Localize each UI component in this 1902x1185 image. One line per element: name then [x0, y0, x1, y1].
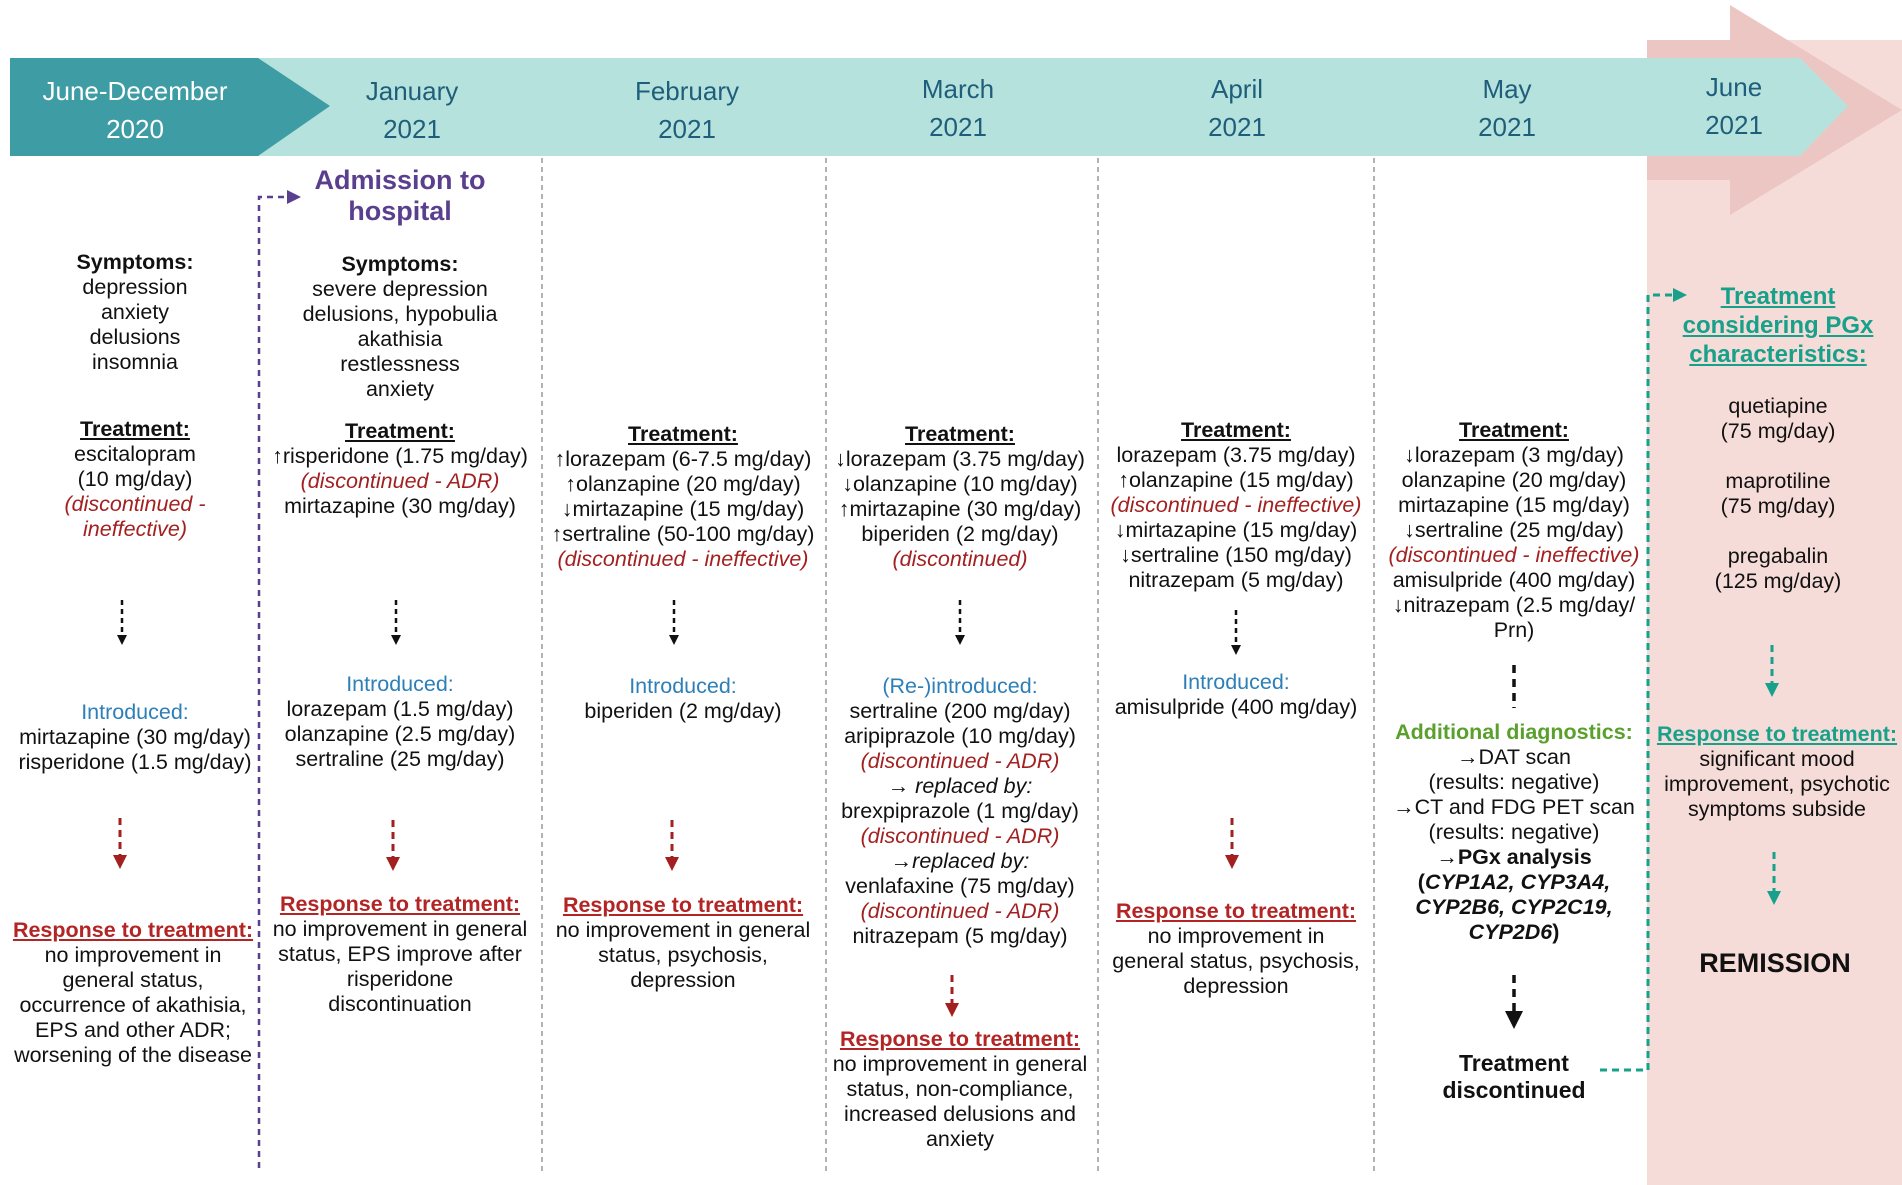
- treatment-item: ↓lorazepam (3 mg/day): [1404, 443, 1624, 467]
- period-header: [1634, 68, 1834, 144]
- replaced-note: →replaced by:: [890, 849, 1030, 873]
- response-label: Response to treatment:: [562, 893, 804, 917]
- pgx-treatment-title: [1660, 282, 1896, 369]
- discontinued-note: (discontinued - ADR): [300, 469, 500, 493]
- column-feb-2021-top: [542, 422, 824, 572]
- response-label: Response to treatment:: [12, 918, 254, 942]
- treatment-discontinued-label: [1404, 1050, 1624, 1104]
- treatment-item: amisulpride (400 mg/day): [1392, 568, 1636, 592]
- column-jun-dec-2020-introduced: [4, 700, 266, 775]
- introduced-label: Introduced:: [346, 672, 454, 696]
- treatment-label: Treatment:: [905, 422, 1015, 446]
- response-text: no improvement in general: [832, 1052, 1088, 1076]
- pgx-drug-list: [1660, 394, 1896, 594]
- column-jun-dec-2020-top: [4, 250, 266, 542]
- treatment-item: biperiden (2 mg/day): [861, 522, 1059, 546]
- introduced-item: aripiprazole (10 mg/day): [844, 724, 1076, 748]
- treatment-item: nitrazepam (5 mg/day): [1128, 568, 1344, 592]
- admission-line: Admission to: [314, 165, 486, 195]
- response-text: general status,: [62, 968, 204, 992]
- diagnostic-item: →CT and FDG PET scan: [1393, 795, 1635, 819]
- symptom-item: insomnia: [91, 350, 179, 374]
- treatment-item: ↓nitrazepam (2.5 mg/day/: [1392, 593, 1636, 617]
- drug-dose: (75 mg/day): [1720, 419, 1836, 443]
- response-text: anxiety: [925, 1127, 995, 1151]
- symptom-item: anxiety: [100, 300, 170, 324]
- response-text: improvement, psychotic: [1664, 772, 1890, 796]
- discontinued-note: (discontinued - ineffective): [557, 547, 809, 571]
- response-text: significant mood: [1699, 747, 1855, 771]
- response-text: no improvement in general: [555, 918, 811, 942]
- period-label: May: [1482, 74, 1532, 104]
- response-text: status, non-compliance,: [846, 1077, 1074, 1101]
- treatment-item: ↑olanzapine (20 mg/day): [565, 472, 801, 496]
- drug-name: quetiapine: [1728, 394, 1828, 418]
- paren-open: (: [1417, 870, 1425, 894]
- response-label: Response to treatment:: [279, 892, 521, 916]
- discontinued-note: (discontinued - ineffective): [1110, 493, 1362, 517]
- period-header: [312, 72, 512, 148]
- column-jun-dec-2020-response: [2, 918, 264, 1068]
- treatment-item: mirtazapine (30 mg/day): [284, 494, 516, 518]
- introduced-item: venlafaxine (75 mg/day): [845, 874, 1075, 898]
- admission-line: hospital: [348, 196, 452, 226]
- introduced-item: lorazepam (1.5 mg/day): [286, 697, 514, 721]
- period-year: 2021: [658, 114, 716, 144]
- introduced-item: sertraline (25 mg/day): [295, 747, 505, 771]
- discontinued-note: (discontinued - ADR): [860, 749, 1060, 773]
- discontinued-note: (discontinued - ADR): [860, 824, 1060, 848]
- treatment-item: ↓lorazepam (3.75 mg/day): [835, 447, 1085, 471]
- pgx-title-line: Treatment: [1720, 283, 1836, 310]
- response-text: occurrence of akathisia,: [19, 993, 247, 1017]
- column-apr-2021-introduced: [1098, 670, 1374, 720]
- final-line: discontinued: [1442, 1077, 1586, 1103]
- period-header: [587, 72, 787, 148]
- response-text: depression: [630, 968, 736, 992]
- response-label: Response to treatment:: [839, 1027, 1081, 1051]
- remission-label: REMISSION: [1699, 948, 1851, 978]
- period-year: 2021: [1208, 112, 1266, 142]
- response-text: general status, psychosis,: [1112, 949, 1360, 973]
- treatment-item: ↑risperidone (1.75 mg/day): [272, 444, 528, 468]
- period-year: 2021: [1478, 112, 1536, 142]
- drug-name: pregabalin: [1727, 544, 1829, 568]
- admission-title: [300, 165, 500, 227]
- treatment-item: ↓mirtazapine (15 mg/day): [561, 497, 805, 521]
- symptoms-label: Symptoms:: [341, 252, 459, 276]
- introduced-item: amisulpride (400 mg/day): [1114, 695, 1358, 719]
- column-jan-2021-top: [262, 252, 538, 519]
- drug-name: maprotiline: [1725, 469, 1831, 493]
- introduced-item: sertraline (200 mg/day): [849, 699, 1071, 723]
- drug-dose: (75 mg/day): [1720, 494, 1836, 518]
- treatment-label: Treatment:: [80, 417, 190, 441]
- treatment-item: olanzapine (20 mg/day): [1401, 468, 1627, 492]
- treatment-item: Prn): [1493, 618, 1535, 642]
- column-may-2021-top: [1374, 418, 1654, 643]
- treatment-label: Treatment:: [628, 422, 738, 446]
- response-label: Response to treatment:: [1115, 899, 1357, 923]
- pgx-title-line: considering PGx: [1682, 312, 1874, 339]
- response-text: status, EPS improve after: [278, 942, 522, 966]
- response-text: worsening of the disease: [14, 1043, 252, 1067]
- response-text: discontinuation: [328, 992, 472, 1016]
- pgx-genes: CYP1A2, CYP3A4,: [1424, 870, 1611, 894]
- pgx-response: [1654, 722, 1900, 822]
- discontinued-note: (discontinued -: [64, 492, 206, 516]
- introduced-item: brexpiprazole (1 mg/day): [841, 799, 1079, 823]
- period-header: [858, 70, 1058, 146]
- diagnostic-item: →DAT scan: [1457, 745, 1571, 769]
- introduced-item: olanzapine (2.5 mg/day): [284, 722, 516, 746]
- symptom-item: depression: [82, 275, 188, 299]
- treatment-dose: (10 mg/day): [77, 467, 193, 491]
- final-line: Treatment: [1459, 1050, 1569, 1076]
- response-text: risperidone: [346, 967, 454, 991]
- discontinued-note: (discontinued - ineffective): [1388, 543, 1640, 567]
- column-feb-2021-introduced: [542, 674, 824, 724]
- period-label: February: [634, 76, 740, 106]
- treatment-item: ↑lorazepam (6-7.5 mg/day): [554, 447, 812, 471]
- diagnostic-result: (results: negative): [1428, 770, 1600, 794]
- symptom-item: anxiety: [365, 377, 435, 401]
- period-label: March: [921, 74, 995, 104]
- treatment-item: ↑mirtazapine (30 mg/day): [838, 497, 1082, 521]
- column-feb-2021-response: [542, 893, 824, 993]
- treatment-item: mirtazapine (15 mg/day): [1398, 493, 1630, 517]
- diagnostic-item: →PGx analysis: [1436, 845, 1592, 869]
- column-mar-2021-top: [822, 422, 1098, 572]
- period-header: [10, 72, 260, 148]
- period-label: January: [365, 76, 459, 106]
- discontinued-note: (discontinued - ADR): [860, 899, 1060, 923]
- treatment-item: ↑olanzapine (15 mg/day): [1118, 468, 1354, 492]
- discontinued-note: ineffective): [83, 517, 187, 541]
- pgx-genes: CYP2B6, CYP2C19,: [1415, 895, 1613, 919]
- treatment-item: ↑sertraline (50-100 mg/day): [551, 522, 815, 546]
- symptom-item: restlessness: [340, 352, 460, 376]
- treatment-label: Treatment:: [1181, 418, 1291, 442]
- introduced-label: (Re-)introduced:: [882, 674, 1038, 698]
- period-year: 2021: [383, 114, 441, 144]
- treatment-item: ↓mirtazapine (15 mg/day): [1114, 518, 1358, 542]
- period-label: June: [1705, 72, 1763, 102]
- pgx-genes-line: [1374, 920, 1654, 945]
- introduced-label: Introduced:: [1182, 670, 1290, 694]
- treatment-item: ↓olanzapine (10 mg/day): [842, 472, 1078, 496]
- june-highlight-column: [1647, 40, 1902, 1185]
- treatment-item: ↓sertraline (25 mg/day): [1404, 518, 1624, 542]
- paren-close: ): [1552, 920, 1560, 944]
- pgx-title-line: characteristics:: [1689, 341, 1867, 368]
- column-jan-2021-response: [262, 892, 538, 1017]
- response-text: depression: [1183, 974, 1289, 998]
- introduced-item: biperiden (2 mg/day): [584, 699, 782, 723]
- period-header: [1407, 70, 1607, 146]
- period-label: June-December: [42, 76, 228, 106]
- response-text: EPS and other ADR;: [35, 1018, 231, 1042]
- response-text: no improvement in general: [272, 917, 528, 941]
- column-mar-2021-response: [822, 1027, 1098, 1152]
- introduced-item: mirtazapine (30 mg/day): [19, 725, 251, 749]
- treatment-label: Treatment:: [1459, 418, 1569, 442]
- period-year: 2021: [1705, 110, 1763, 140]
- period-label: April: [1210, 74, 1263, 104]
- period-header: [1137, 70, 1337, 146]
- introduced-label: Introduced:: [81, 700, 189, 724]
- column-apr-2021-response: [1098, 899, 1374, 999]
- replaced-note: → replaced by:: [887, 774, 1033, 798]
- pgx-genes-line: [1374, 870, 1654, 895]
- symptom-item: delusions, hypobulia: [302, 302, 498, 326]
- diagnostic-result: (results: negative): [1428, 820, 1600, 844]
- column-mar-2021-reintroduced: [822, 674, 1098, 949]
- symptom-item: akathisia: [357, 327, 443, 351]
- symptom-item: severe depression: [312, 277, 488, 301]
- response-text: symptoms subside: [1687, 797, 1867, 821]
- treatment-label: Treatment:: [345, 419, 455, 443]
- period-year: 2020: [106, 114, 164, 144]
- introduced-item: risperidone (1.5 mg/day): [18, 750, 252, 774]
- treatment-item: ↓sertraline (150 mg/day): [1120, 543, 1352, 567]
- introduced-label: Introduced:: [629, 674, 737, 698]
- response-text: no improvement in: [44, 943, 222, 967]
- response-label: Response to treatment:: [1656, 722, 1898, 746]
- column-jan-2021-introduced: [262, 672, 538, 772]
- pgx-genes: CYP2D6: [1468, 920, 1553, 944]
- symptoms-label: Symptoms:: [76, 250, 194, 274]
- response-text: increased delusions and: [844, 1102, 1076, 1126]
- response-text: no improvement in: [1147, 924, 1325, 948]
- column-may-2021-diagnostics: [1374, 720, 1654, 945]
- response-text: status, psychosis,: [598, 943, 768, 967]
- treatment-item: lorazepam (3.75 mg/day): [1116, 443, 1356, 467]
- column-apr-2021-top: [1098, 418, 1374, 593]
- drug-dose: (125 mg/day): [1714, 569, 1842, 593]
- treatment-item: escitalopram: [74, 442, 196, 466]
- symptom-item: delusions: [89, 325, 181, 349]
- period-year: 2021: [929, 112, 987, 142]
- discontinued-note: (discontinued): [892, 547, 1028, 571]
- diagnostics-label: Additional diagnostics:: [1395, 720, 1633, 744]
- introduced-item: nitrazepam (5 mg/day): [852, 924, 1068, 948]
